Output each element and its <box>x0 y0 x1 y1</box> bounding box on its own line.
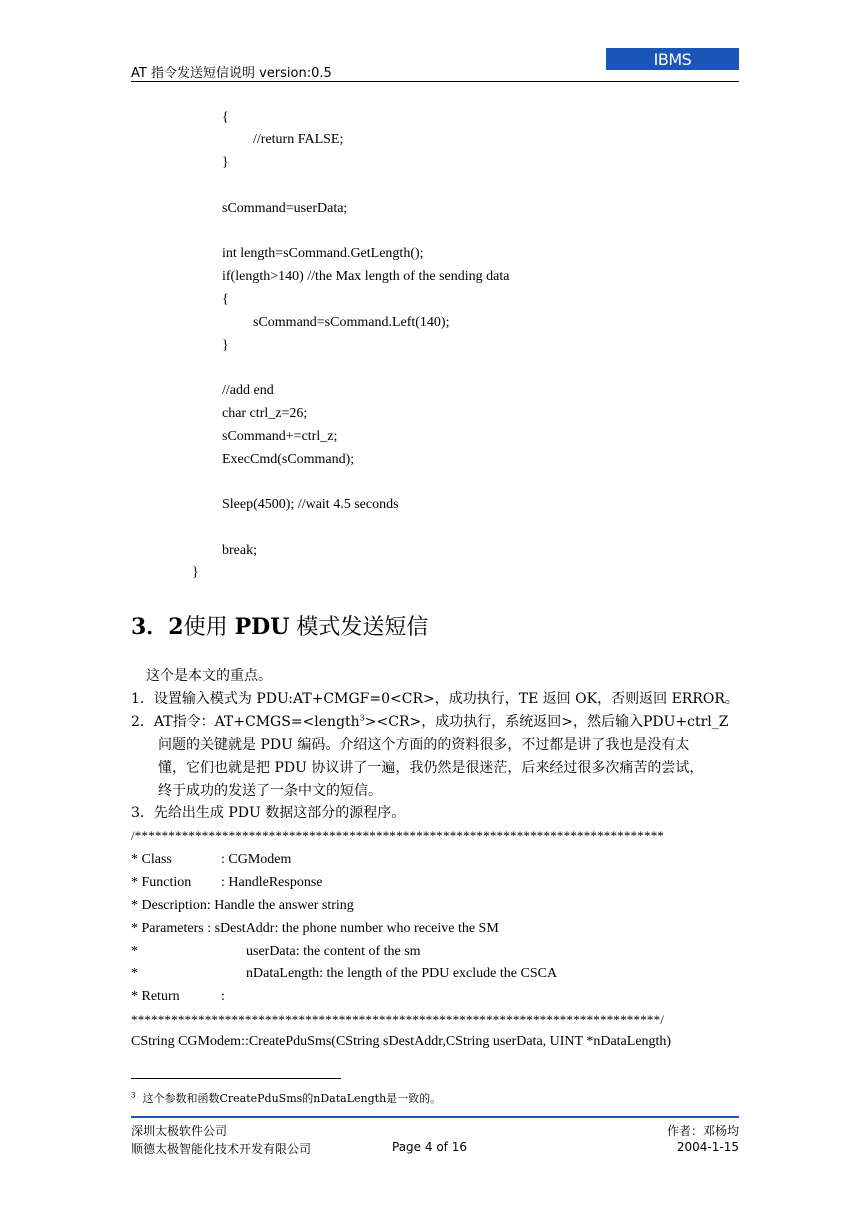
code-line: { <box>222 110 229 125</box>
parameters-line: * Parameters : sDestAddr: the phone number who receive the SM <box>131 921 499 936</box>
page-number: Page 4 of 16 <box>392 1140 467 1154</box>
return-label: * Return <box>131 989 180 1004</box>
section-heading <box>131 610 428 641</box>
code-line: sCommand=userData; <box>222 201 348 216</box>
param-ndatalength: nDataLength: the length of the PDU exclude the CSCA <box>246 966 558 981</box>
code-line: } <box>222 338 229 353</box>
footnote-text: 这个参数和函数CreatePduSms的nDataLength是一致的。 <box>142 1092 442 1105</box>
function-value: : HandleResponse <box>221 875 323 890</box>
param-star: * <box>131 966 138 981</box>
list-item-3: 3．先给出生成 PDU 数据这部分的源程序。 <box>131 805 406 821</box>
code-line: //return FALSE; <box>253 132 344 147</box>
header-divider <box>131 81 739 82</box>
footer-company-1: 深圳太极软件公司 <box>131 1124 228 1138</box>
code-line: //add end <box>222 383 274 398</box>
code-line: char ctrl_z=26; <box>222 406 308 421</box>
footnote-ref: 3 <box>359 713 365 723</box>
class-label: * Class <box>131 852 172 867</box>
class-value: : CGModem <box>221 852 292 867</box>
code-line: if(length>140) //the Max length of the sending data <box>222 269 510 284</box>
list-item-2-line-2: 问题的关键就是 PDU 编码。介绍这个方面的的资料很多，不过都是讲了我也是没有太 <box>158 737 690 753</box>
ibms-logo: IBMS <box>606 48 739 70</box>
comment-stars-open: /******************************************************************************* <box>131 828 665 843</box>
footnote-divider <box>131 1078 341 1079</box>
code-line: sCommand=sCommand.Left(140); <box>253 315 450 330</box>
code-line: } <box>222 155 229 170</box>
code-line: Sleep(4500); //wait 4.5 seconds <box>222 497 399 512</box>
list-item-2-line-4: 终于成功的发送了一条中文的短信。 <box>158 783 382 799</box>
function-signature: CString CGModem::CreatePduSms(CString sDestAddr,CString userData, UINT *nDataLength) <box>131 1034 672 1049</box>
list-item-1: 1．设置输入模式为 PDU:AT+CMGF=0<CR>，成功执行，TE 返回 OK，否则返回 ERROR。 <box>131 691 739 707</box>
footnote-mark: 3 <box>131 1091 136 1100</box>
footer-date: 2004-1-15 <box>676 1140 739 1154</box>
comment-stars-close: *******************************************************************************/ <box>131 1012 665 1027</box>
intro-paragraph: 这个是本文的重点。 <box>146 668 272 684</box>
footer-divider <box>131 1116 739 1118</box>
footnote <box>131 1090 441 1106</box>
section-title-bold: PDU <box>234 614 290 640</box>
list-item-2-line-3: 懂，它们也就是把 PDU 协议讲了一遍，我仍然是很迷茫，后来经过很多次痛苦的尝试， <box>158 760 704 776</box>
list-item-2: 2．AT指令：AT+CMGS=<length$^3$><CR>，成功执行，系统返回>，然后输入PDU+ctrl_Z <box>131 713 729 730</box>
footer-author: 作者：邓杨均 <box>666 1124 739 1138</box>
code-line: { <box>222 292 229 307</box>
section-title-pre: 使用 <box>183 615 235 640</box>
header-title: AT 指令发送短信说明 version:0.5 <box>131 66 332 81</box>
code-line: ExecCmd(sCommand); <box>222 452 355 467</box>
param-userdata: userData: the content of the sm <box>246 944 421 959</box>
return-value: : <box>221 989 225 1004</box>
param-star: * <box>131 944 138 959</box>
code-line: } <box>192 565 199 580</box>
description-line: * Description: Handle the answer string <box>131 898 354 913</box>
section-number: 3．2 <box>131 614 184 640</box>
section-title-post: 模式发送短信 <box>289 615 429 640</box>
footer-company-2: 顺德太极智能化技术开发有限公司 <box>131 1142 312 1156</box>
code-line: int length=sCommand.GetLength(); <box>222 246 424 261</box>
function-label: * Function <box>131 875 192 890</box>
code-line: break; <box>222 543 257 558</box>
code-line: sCommand+=ctrl_z; <box>222 429 338 444</box>
